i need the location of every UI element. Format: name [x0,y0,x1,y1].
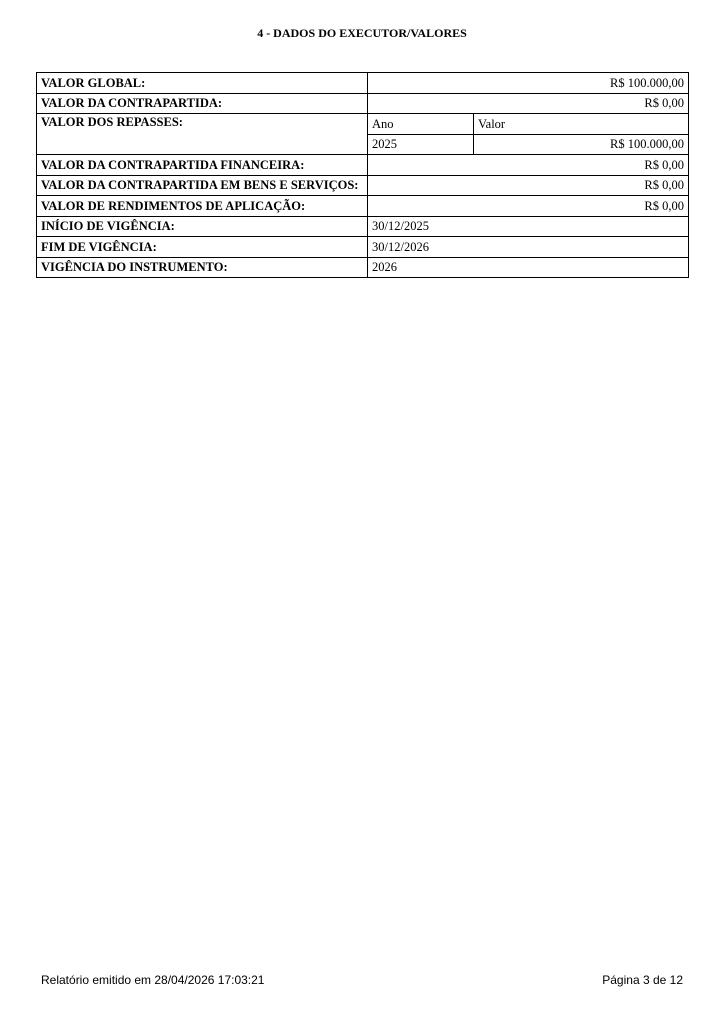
rendimentos-aplicacao-label: VALOR DE RENDIMENTOS DE APLICAÇÃO: [37,196,368,217]
footer-page-number: Página 3 de 12 [602,973,683,987]
repasses-col-ano: Ano [368,114,474,135]
contrapartida-financeira-value: R$ 0,00 [368,155,689,176]
footer-emitted-timestamp: Relatório emitido em 28/04/2026 17:03:21 [41,973,265,987]
repasses-entry-valor: R$ 100.000,00 [474,134,689,155]
inicio-vigencia-value: 30/12/2025 [368,216,689,237]
valor-global-label: VALOR GLOBAL: [37,73,368,94]
fim-vigencia-value: 30/12/2026 [368,237,689,258]
fim-vigencia-label: FIM DE VIGÊNCIA: [37,237,368,258]
rendimentos-aplicacao-value: R$ 0,00 [368,196,689,217]
repasses-entry-ano: 2025 [368,134,474,155]
valor-contrapartida-label: VALOR DA CONTRAPARTIDA: [37,93,368,114]
values-table [36,72,689,278]
row-inicio-vigencia [37,216,689,237]
row-valor-repasses-header [37,114,689,135]
vigencia-instrumento-value: 2026 [368,257,689,278]
contrapartida-bens-label: VALOR DA CONTRAPARTIDA EM BENS E SERVIÇOS: [37,175,368,196]
row-vigencia-instrumento [37,257,689,278]
repasses-col-valor: Valor [474,114,689,135]
row-valor-contrapartida [37,93,689,114]
section-title: 4 - DADOS DO EXECUTOR/VALORES [257,26,467,40]
row-contrapartida-financeira [37,155,689,176]
contrapartida-financeira-label: VALOR DA CONTRAPARTIDA FINANCEIRA: [37,155,368,176]
row-rendimentos-aplicacao [37,196,689,217]
inicio-vigencia-label: INÍCIO DE VIGÊNCIA: [37,216,368,237]
row-contrapartida-bens [37,175,689,196]
valor-contrapartida-value: R$ 0,00 [368,93,689,114]
valor-repasses-label: VALOR DOS REPASSES: [37,114,368,155]
row-fim-vigencia [37,237,689,258]
contrapartida-bens-value: R$ 0,00 [368,175,689,196]
vigencia-instrumento-label: VIGÊNCIA DO INSTRUMENTO: [37,257,368,278]
valor-global-value: R$ 100.000,00 [368,73,689,94]
row-valor-global [37,73,689,94]
